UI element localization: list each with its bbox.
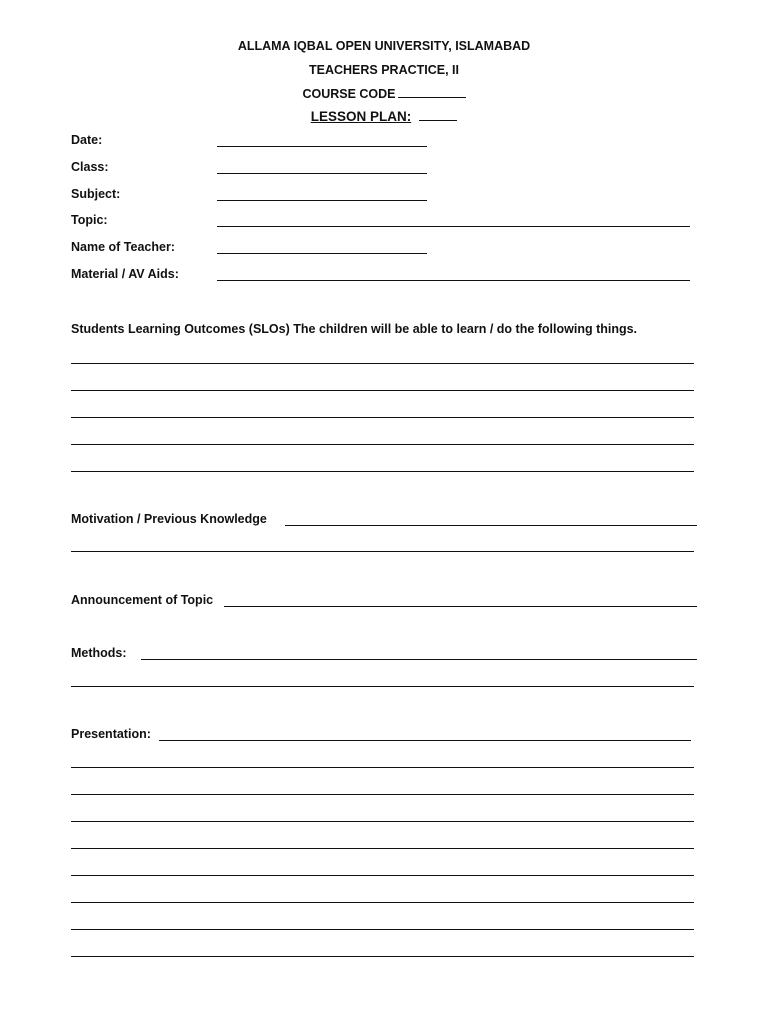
course-code-blank[interactable] <box>398 85 466 98</box>
university-title: ALLAMA IQBAL OPEN UNIVERSITY, ISLAMABAD <box>237 39 531 53</box>
class-label: Class: <box>71 160 109 174</box>
presentation-blank-6[interactable] <box>71 875 694 876</box>
motivation-label: Motivation / Previous Knowledge <box>71 512 267 526</box>
presentation-blank-4[interactable] <box>71 821 694 822</box>
slo-description: The children will be able to learn / do the following things. <box>293 322 638 336</box>
presentation-blank-7[interactable] <box>71 902 694 903</box>
teacher-label: Name of Teacher: <box>71 240 175 254</box>
announcement-label: Announcement of Topic <box>71 593 214 607</box>
class-blank[interactable] <box>217 173 427 174</box>
slo-heading <box>71 321 637 337</box>
slo-blank-1[interactable] <box>71 363 694 364</box>
presentation-blank-9[interactable] <box>71 956 694 957</box>
slo-label: Students Learning Outcomes (SLOs) <box>71 322 290 336</box>
presentation-label: Presentation: <box>71 727 151 741</box>
lesson-plan-label: LESSON PLAN: <box>310 109 412 124</box>
subject-label: Subject: <box>71 187 121 201</box>
slo-blank-4[interactable] <box>71 444 694 445</box>
presentation-blank-8[interactable] <box>71 929 694 930</box>
slo-blank-3[interactable] <box>71 417 694 418</box>
lesson-plan-blank[interactable] <box>419 108 457 121</box>
course-title: TEACHERS PRACTICE, II <box>308 63 459 77</box>
methods-blank-2[interactable] <box>71 686 694 687</box>
date-label: Date: <box>71 133 103 147</box>
slo-blank-2[interactable] <box>71 390 694 391</box>
presentation-blank-1[interactable] <box>159 740 691 741</box>
slo-blank-5[interactable] <box>71 471 694 472</box>
date-blank[interactable] <box>217 146 427 147</box>
material-label: Material / AV Aids: <box>71 267 179 281</box>
course-code-line <box>0 85 768 102</box>
material-blank[interactable] <box>217 280 690 281</box>
announcement-blank[interactable] <box>224 606 697 607</box>
subject-blank[interactable] <box>217 200 427 201</box>
lesson-plan-line <box>0 108 768 125</box>
motivation-blank-1[interactable] <box>285 525 697 526</box>
course-code-label: COURSE CODE <box>302 87 396 101</box>
methods-label: Methods: <box>71 646 127 660</box>
presentation-blank-3[interactable] <box>71 794 694 795</box>
presentation-blank-5[interactable] <box>71 848 694 849</box>
methods-blank-1[interactable] <box>141 659 697 660</box>
presentation-blank-2[interactable] <box>71 767 694 768</box>
topic-label: Topic: <box>71 213 108 227</box>
topic-blank[interactable] <box>217 226 690 227</box>
motivation-blank-2[interactable] <box>71 551 694 552</box>
teacher-blank[interactable] <box>217 253 427 254</box>
